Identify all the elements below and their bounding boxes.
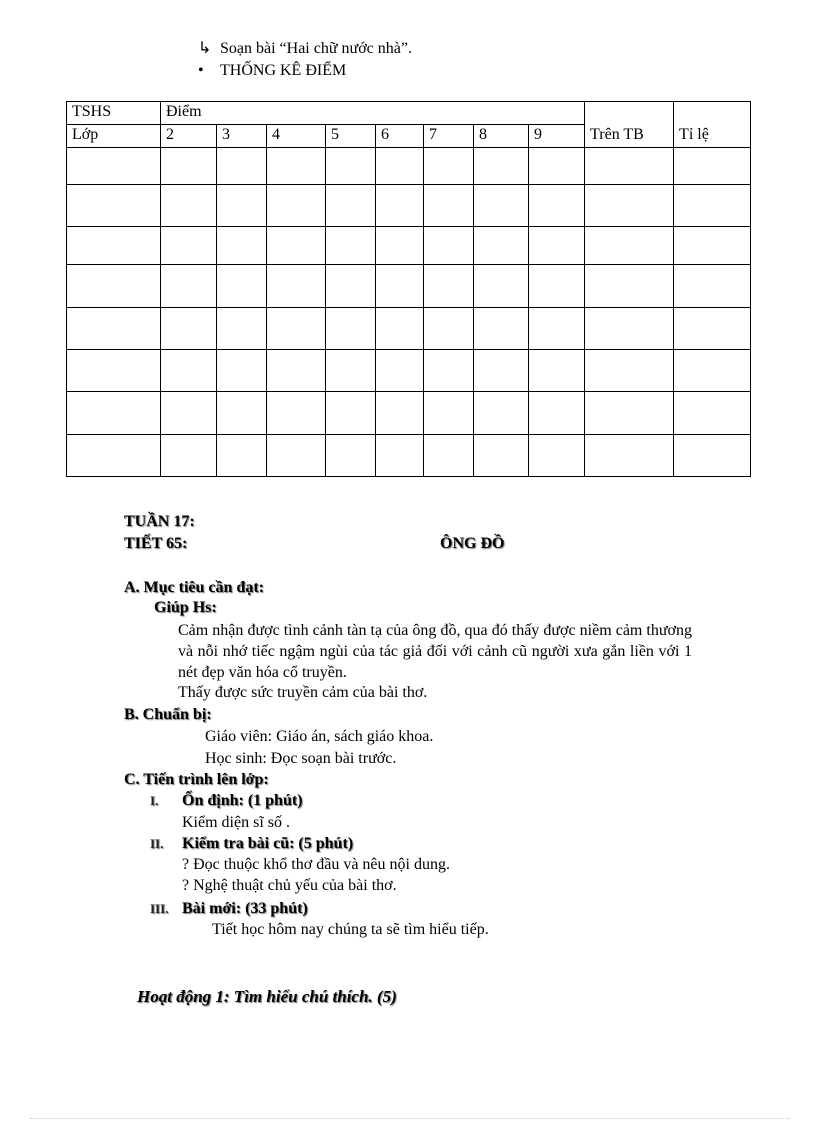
table-cell <box>474 148 529 185</box>
table-cell <box>217 265 267 308</box>
table-cell <box>376 435 424 477</box>
table-cell <box>161 350 217 392</box>
table-cell <box>267 392 326 435</box>
table-cell <box>585 350 674 392</box>
table-cell <box>376 350 424 392</box>
table-cell <box>161 392 217 435</box>
table-cell <box>424 185 474 227</box>
table-header-row <box>67 102 751 125</box>
table-row <box>67 392 751 435</box>
table-cell <box>529 392 585 435</box>
table-cell <box>267 227 326 265</box>
table-cell <box>424 350 474 392</box>
table-cell <box>674 265 751 308</box>
bullet-item: ↳ Soạn bài “Hai chữ nước nhà”. <box>198 40 412 57</box>
table-cell <box>161 227 217 265</box>
page-bottom-divider <box>30 1118 790 1119</box>
table-cell <box>326 148 376 185</box>
table-cell <box>529 308 585 350</box>
activity-heading: Hoạt động 1: Tìm hiểu chú thích. (5) <box>137 987 397 1006</box>
table-cell <box>67 435 161 477</box>
step-ii <box>150 835 353 853</box>
section-a-sub: Giúp Hs: <box>154 599 217 616</box>
header-ti-le: Tỉ lệ <box>674 125 751 148</box>
table-cell <box>376 308 424 350</box>
table-cell <box>474 392 529 435</box>
table-cell <box>326 227 376 265</box>
header-score: 6 <box>376 125 424 148</box>
header-tren-tb: Trên TB <box>585 125 674 148</box>
table-cell <box>585 185 674 227</box>
table-cell <box>326 185 376 227</box>
step-ii-number: II. <box>150 836 164 851</box>
table-cell <box>161 148 217 185</box>
table-cell <box>424 227 474 265</box>
table-subheader-row <box>67 125 751 148</box>
table-cell <box>674 148 751 185</box>
table-cell <box>585 265 674 308</box>
table-cell <box>376 185 424 227</box>
table-row <box>67 350 751 392</box>
table-cell <box>674 392 751 435</box>
table-cell <box>674 435 751 477</box>
table-cell <box>474 308 529 350</box>
table-cell <box>674 227 751 265</box>
table-cell <box>267 435 326 477</box>
table-cell <box>67 227 161 265</box>
table-row <box>67 435 751 477</box>
table-cell <box>326 435 376 477</box>
table-cell <box>529 185 585 227</box>
table-cell <box>267 265 326 308</box>
table-cell <box>529 435 585 477</box>
table-cell <box>424 392 474 435</box>
table-cell <box>161 435 217 477</box>
table-cell <box>529 265 585 308</box>
table-cell <box>67 308 161 350</box>
table-cell <box>161 265 217 308</box>
table-cell <box>585 435 674 477</box>
table-cell <box>67 148 161 185</box>
header-score: 4 <box>267 125 326 148</box>
table-cell <box>674 308 751 350</box>
section-c-heading: C. Tiến trình lên lớp: <box>124 771 269 788</box>
table-cell <box>217 148 267 185</box>
section-a-heading: A. Mục tiêu cần đạt: <box>124 579 264 596</box>
table-cell <box>674 350 751 392</box>
header-tshs: TSHS <box>67 102 161 125</box>
step-i <box>150 792 303 810</box>
table-cell <box>326 392 376 435</box>
section-b-student: Học sinh: Đọc soạn bài trước. <box>205 750 397 767</box>
table-cell <box>474 435 529 477</box>
header-lop: Lớp <box>67 125 161 148</box>
step-i-text: Kiểm diện sĩ số . <box>182 814 290 831</box>
table-cell <box>585 227 674 265</box>
table-cell <box>217 392 267 435</box>
step-iii-title: Bài mới: (33 phút) <box>182 900 308 917</box>
step-iii <box>150 900 308 918</box>
table-cell <box>267 185 326 227</box>
step-ii-question-2: ? Nghệ thuật chủ yếu của bài thơ. <box>182 877 397 894</box>
table-cell <box>376 227 424 265</box>
table-cell <box>376 148 424 185</box>
step-i-title: Ổn định: (1 phút) <box>182 792 303 809</box>
table-row <box>67 148 751 185</box>
table-cell <box>674 185 751 227</box>
table-cell <box>424 435 474 477</box>
table-row <box>67 227 751 265</box>
score-table <box>66 101 751 477</box>
pointing-arrow-icon: ↳ <box>198 40 212 57</box>
table-cell <box>217 185 267 227</box>
step-iii-text: Tiết học hôm nay chúng ta sẽ tìm hiểu tiếp. <box>212 921 489 938</box>
section-a-paragraph-2: Thấy được sức truyền cảm của bài thơ. <box>178 684 428 701</box>
header-score: 3 <box>217 125 267 148</box>
table-cell <box>376 392 424 435</box>
bullet-item: • THỐNG KÊ ĐIỂM <box>198 62 347 79</box>
step-iii-number: III. <box>150 901 169 916</box>
header-score: 5 <box>326 125 376 148</box>
table-cell <box>217 308 267 350</box>
section-a-paragraph: Cảm nhận được tình cảnh tàn tạ của ông đồ, qua đó thấy được niềm cảm thương và nỗi nhớ tiếc ngậm ngùi của tác giả đối với cảnh cũ người xưa gắn liền với 1 nét đẹp văn hóa cổ truyền. <box>178 622 692 681</box>
table-cell <box>585 148 674 185</box>
period-label: TIẾT 65: <box>124 535 188 552</box>
table-cell <box>161 185 217 227</box>
table-cell <box>376 265 424 308</box>
table-cell <box>326 350 376 392</box>
section-b-heading: B. Chuẩn bị: <box>124 706 212 723</box>
table-cell <box>529 227 585 265</box>
step-ii-title: Kiểm tra bài cũ: (5 phút) <box>182 835 354 852</box>
header-score: 7 <box>424 125 474 148</box>
table-row <box>67 185 751 227</box>
section-b-teacher: Giáo viên: Giáo án, sách giáo khoa. <box>205 728 434 745</box>
table-cell <box>585 392 674 435</box>
table-cell <box>424 308 474 350</box>
table-cell <box>424 265 474 308</box>
table-cell <box>529 148 585 185</box>
header-score: 2 <box>161 125 217 148</box>
table-cell <box>474 227 529 265</box>
table-cell <box>267 350 326 392</box>
table-cell <box>585 308 674 350</box>
table-cell <box>424 148 474 185</box>
bullet-dot-icon: • <box>198 62 204 79</box>
table-cell <box>217 435 267 477</box>
table-cell <box>161 308 217 350</box>
table-cell <box>217 350 267 392</box>
table-row <box>67 265 751 308</box>
table-row <box>67 308 751 350</box>
table-cell <box>67 350 161 392</box>
step-i-number: I. <box>150 793 159 808</box>
table-cell <box>67 265 161 308</box>
table-cell <box>529 350 585 392</box>
table-cell <box>474 185 529 227</box>
table-cell <box>67 392 161 435</box>
header-score: 8 <box>474 125 529 148</box>
page-title: ÔNG ĐỒ <box>440 535 505 552</box>
step-ii-question-1: ? Đọc thuộc khổ thơ đầu và nêu nội dung. <box>182 856 450 873</box>
table-cell <box>217 227 267 265</box>
header-score: 9 <box>529 125 585 148</box>
table-cell <box>474 265 529 308</box>
table-cell <box>67 185 161 227</box>
table-cell <box>267 148 326 185</box>
week-label: TUẦN 17: <box>124 513 195 530</box>
table-cell <box>326 308 376 350</box>
table-cell <box>267 308 326 350</box>
table-cell <box>474 350 529 392</box>
table-cell <box>326 265 376 308</box>
header-diem: Điểm <box>161 102 585 125</box>
